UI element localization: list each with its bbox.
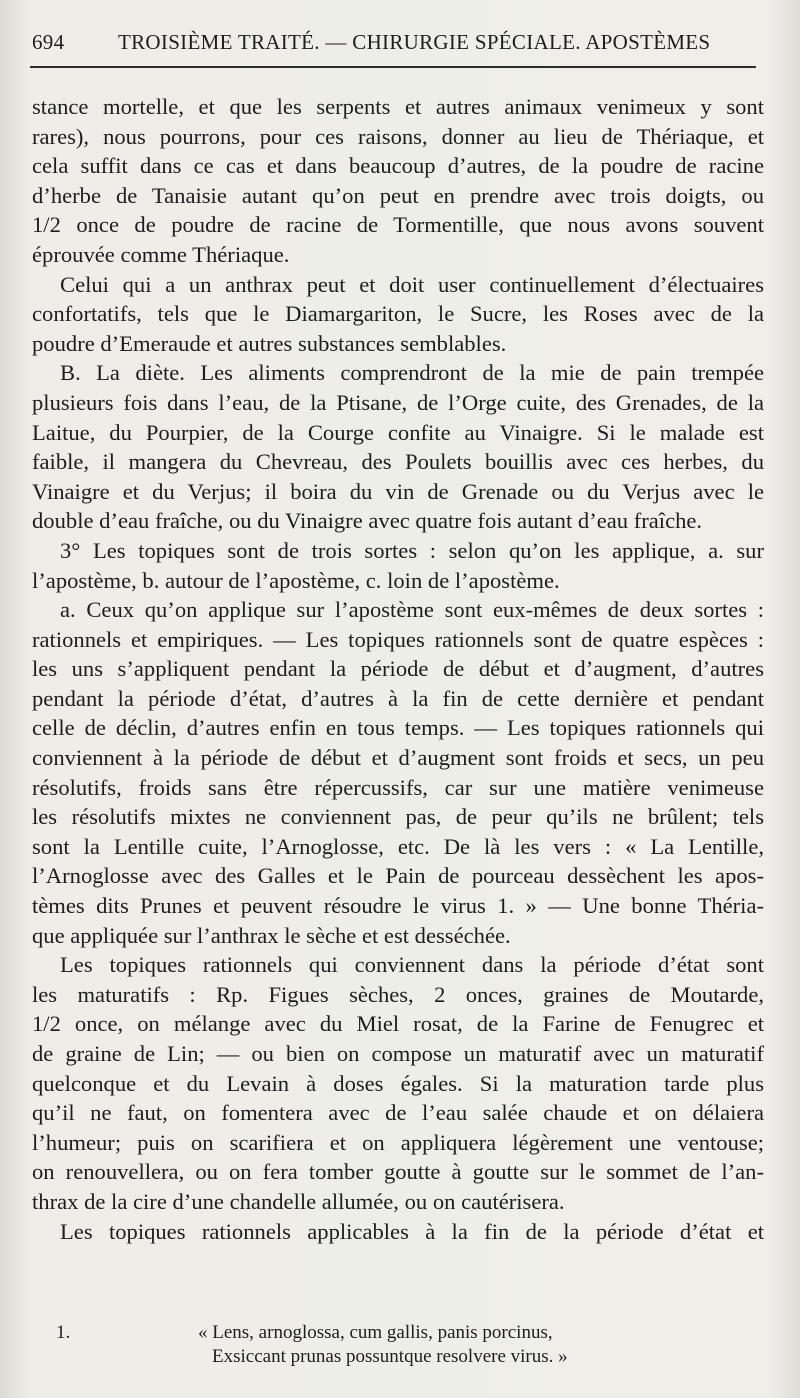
- header-rule: [30, 66, 756, 68]
- footnote-verse-line: « Lens, arnoglossa, cum gallis, panis porcinus,: [198, 1322, 553, 1343]
- paragraph: stance mortelle, et que les serpents et autres animaux venimeux y sont: [32, 94, 764, 119]
- paragraph: Les topiques rationnels applicables à la fin de la période d’état et: [60, 1218, 764, 1244]
- running-title: TROISIÈME TRAITÉ. — CHIRURGIE SPÉCIALE. APOSTÈMES: [118, 30, 711, 54]
- paragraph: B. La diète. Les aliments comprendront de la mie de pain trempée: [60, 360, 764, 386]
- paragraph: Celui qui a un anthrax peut et doit user continuellement d’électuaires: [60, 271, 764, 297]
- footnote-verse-line: Exsiccant prunas possuntque resolvere virus. »: [212, 1346, 568, 1367]
- paragraph: 3° Les topiques sont de trois sortes : selon qu’on les applique, a. sur: [60, 537, 764, 563]
- page-number: 694: [32, 30, 65, 54]
- body-text: stance mortelle, et que les serpents et autres animaux venimeux y sont rares), nous pourrons, pour ces raisons, donner au lieu de Thériaque, et cela suffit dans ce cas et dans beaucoup d’autres, de la poudre de racine d’herbe de Tanaisie autant qu’on peut en prendre avec trois doigts, ou 1/2 once de poudre de racine de Tormentille, que nous avons souvent éprouvée comme Thériaque. Celui qui a un anthrax peut et doit user continuellement d’électuaires confortatifs, tels que le Diamargariton, le Sucre, les Roses avec de la poudre d’Emeraude et autres substances semblables. B. La diète. Les aliments comprendront de la mie de pain trempée plusieurs fois dans l’eau, de la Ptisane, de l’Orge cuite, des Grenades, de la Laitue, du Pourpier, de la Courge confite au Vinaigre. Si le malade est faible, il mangera du Chevreau, des Poulets bouillis avec ces herbes, du Vinaigre et du Verjus; il boira du vin de Grenade ou du Verjus avec le double d’eau fraîche, ou du Vinaigre avec quatre fois autant d’eau fraîche. 3° Les topiques sont de trois sortes : selon qu’on les applique, a. sur l’apostème, b. autour de l’apostème, c. loin de l’apostème. a. Ceux qu’on applique sur l’apostème sont eux-mêmes de deux sortes : rationnels et empiriques. — Les topiques rationnels sont de quatre espèces : les uns s’appliquent pendant la période de début et d’augment, d’autres pendant la période d’état, d’autres à la fin de cette dernière et pendant celle de déclin, d’autres enfin en tous temps. — Les topiques rationnels qui conviennent à la période de début et d’augment sont froids et secs, un peu résolutifs, froids sans être répercussifs, car sur une matière venimeuse les résolutifs mixtes ne conviennent pas, de peur qu’ils ne brûlent; tels sont la Lentille cuite, l’Arnoglosse, etc. De là les vers : « La Lentille, l’Arnoglosse avec des Galles et le Pain de pourceau dessèchent les apos- tèmes dits Prunes et peuvent résoudre le virus 1. » — Une bonne Théria- que appliquée sur l’anthrax le sèche et est desséchée. Les topiques rationnels qui conviennent dans la période d’état sont les maturatifs : Rp. Figues sèches, 2 onces, graines de Moutarde, 1/2 once, on mélange avec du Miel rosat, de la Farine de Fenugrec et de graine de Lin; — ou bien on compose un maturatif avec un maturatif quelconque et du Levain à doses égales. Si la maturation tarde plus qu’il ne faut, on fomentera avec de l’eau salée chaude et on délaiera l’humeur; puis on scarifiera et on appliquera légèrement une ventouse; on renouvellera, ou on fera tomber goutte à goutte sur le sommet de l’an- thrax de la cire d’une chandelle allumée, ou on cautérisera. Les topiques rationnels applicables à la fin de la période d’état et: [32, 92, 764, 1246]
- footnote-number: 1.: [56, 1322, 71, 1343]
- paragraph: Les topiques rationnels qui conviennent dans la période d’état sont: [60, 952, 764, 978]
- paragraph: a. Ceux qu’on applique sur l’apostème sont eux-mêmes de deux sortes :: [60, 597, 764, 623]
